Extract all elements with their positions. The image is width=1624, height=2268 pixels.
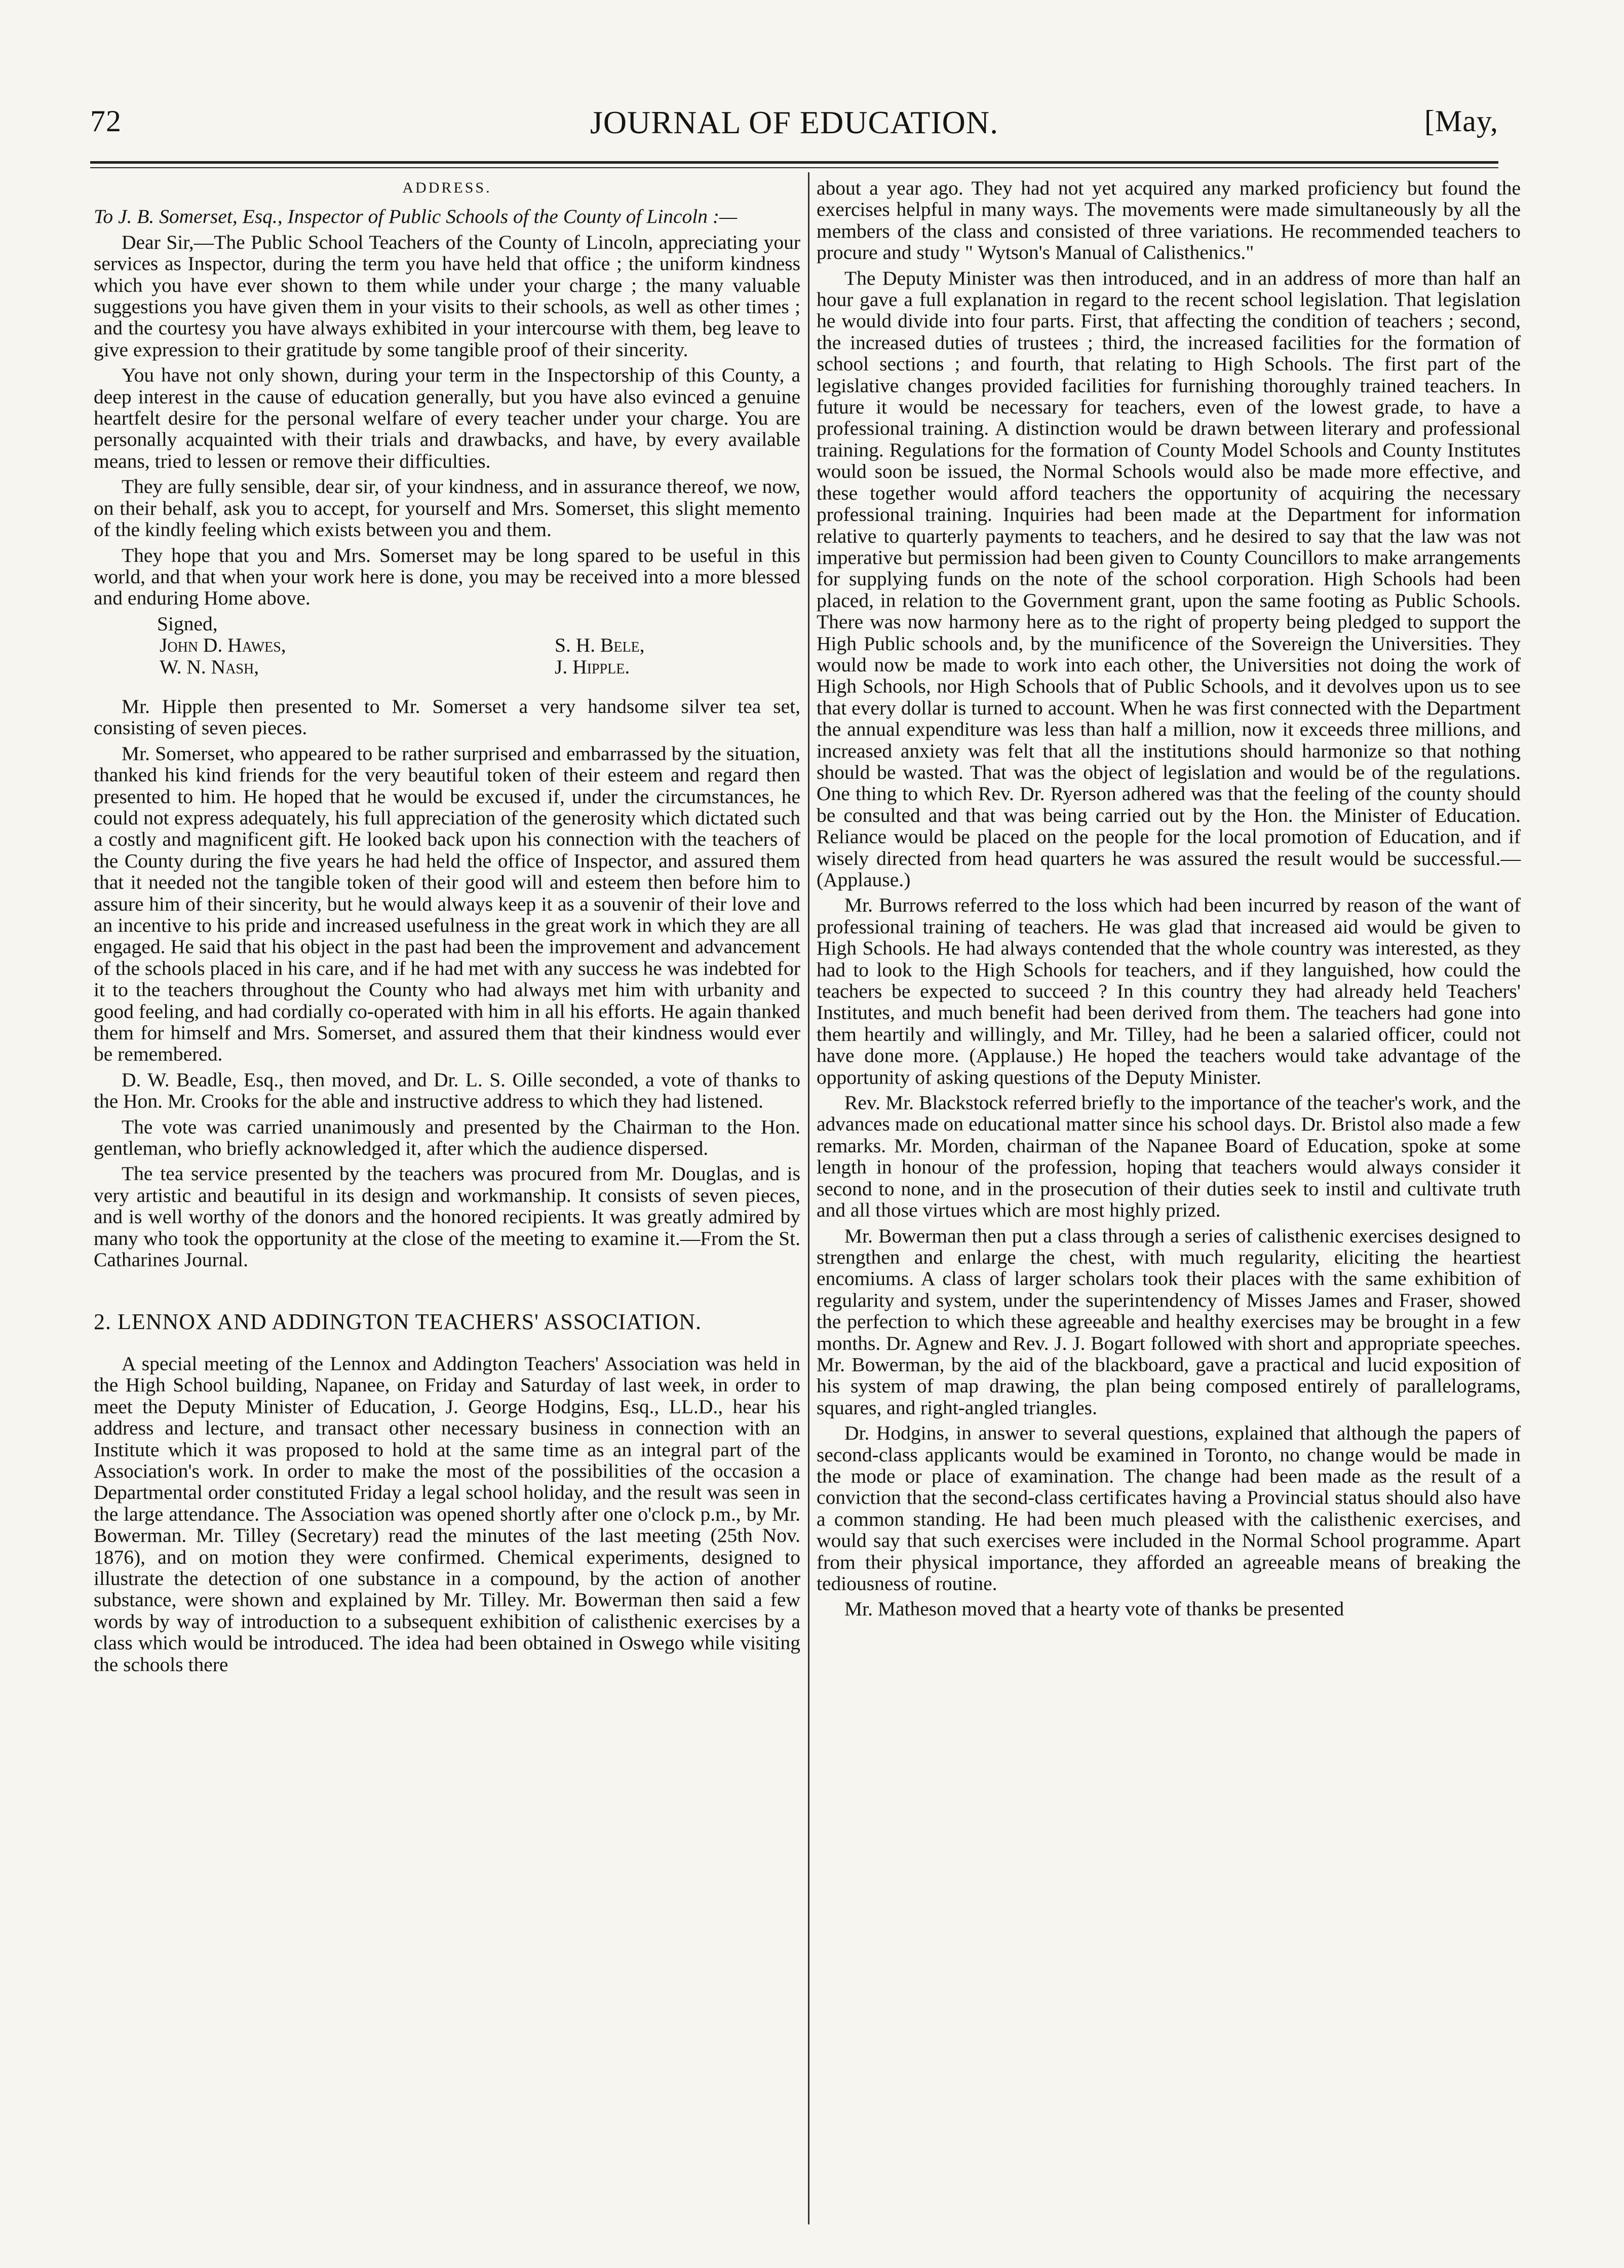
article-paragraph: Mr. Bowerman then put a class through a series of calisthenic exercises designed to strengthen and enlarge the chest, with much regularity, eliciting the heartiest encomiums. A class of larger scholars took their places with the same exhibition of regularity and system, under the superintendency of Misses James and Fraser, showed the perfection to which these agreeable and healthy exercises may be brought in a few months. Dr. Agnew and Rev. J. J. Bogart followed with short and appropriate speeches. Mr. Bowerman, by the aid of the blackboard, gave a practical and lucid exposition of his system of map drawing, the plan being composed entirely of parallelograms, squares, and right-angled triangles.	[817, 1224, 1521, 1419]
journal-title: JOURNAL OF EDUCATION.	[590, 104, 999, 140]
signatory: J. Hipple.	[555, 655, 630, 678]
header-rule-thin	[90, 167, 1498, 168]
article-paragraph: Mr. Matheson moved that a hearty vote of thanks be presented	[844, 1598, 1344, 1620]
right-column	[817, 177, 1521, 1624]
signatory: W. N. Nash,	[160, 655, 259, 678]
article-paragraph: The Deputy Minister was then introduced, and in an address of more than half an hour gave a full explanation in regard to the recent school legislation. That legislation he would divide into four parts. First, that affecting the condition of teachers ; second, the increased duties of trustees ; third, the increased facilities for the formation of school sections ; and fourth, that relating to High Schools. The first part of the legislative changes provided facilities for furnishing thoroughly trained teachers. In future it would be necessary for teachers, even of the lowest grade, to have a professional training. A distinction would be drawn between literary and professional training. Regulations for the formation of County Model Schools and County Institutes would soon be issued, the Normal Schools would also be made more effective, and these together would afford teachers the opportunity of acquiring the necessary professional training. Inquiries had been made at the Department for information relative to quarterly payments to teachers, and he desired to say that the law was not imperative but permission had been given to County Councillors to make arrangements for supplying funds on the note of the school corporation. High Schools had been placed, in relation to the Government grant, upon the same footing as Public Schools. There was now harmony here as to the right of property being pledged to support the High Public schools and, by the munificence of the Sovereign the Universities. They would now be made to work into each other, the Universities not doing the work of High Schools, nor High Schools that of Public Schools, and it devolves upon us to see that every dollar is turned to account. When he was first connected with the Department the annual expenditure was less than half a million, now it exceeds three millions, and increased anxiety was felt that all the institutions should harmonize so that nothing should be wasted. That was the object of legislation and would be of the regulations. One thing to which Rev. Dr. Ryerson adhered was that the feeling of the county should be consulted and that was being carried out by the Hon. the Minister of Education. Reliance would be placed on the people for the local promotion of Education, and if wisely directed from head quarters he was assured the result would be successful.—(Applause.)	[817, 267, 1521, 891]
article-paragraph: Mr. Somerset, who appeared to be rather surprised and embarrassed by the situation, thanked his kind friends for the very beautiful token of their esteem and regard then presented to him. He hoped that he would be excused if, under the circumstances, he could not express adequately, his full appreciation of the generosity which dictated such a costly and magnificent gift. He looked back upon his connection with the teachers of the County during the five years he had held the office of Inspector, and assured them that it needed not the tangible token of their good will and esteem then before him to assure him of their sincerity, but he would always keep it as a souvenir of their love and an incentive to his pride and increased usefulness in the great work in which they are all engaged. He said that his object in the past had been the improvement and advancement of the schools placed in his care, and if he had met with any success he was indebted for it to the teachers throughout the County who had always met him with urbanity and good feeling, and had cordially co-operated with him in all his efforts. He again thanked them for himself and Mrs. Somerset, and assured them that their kindness would ever be remembered.	[94, 742, 800, 1066]
page-number: 72	[90, 104, 122, 138]
article-paragraph: Rev. Mr. Blackstock referred briefly to the importance of the teacher's work, and the advances made on educational matter since his school days. Dr. Bristol also made a few remarks. Mr. Morden, chairman of the Napanee Board of Education, spoke at some length in honour of the profession, hoping that teachers would always consider it second to none, and in the prosecution of their duties seek to instil and cultivate truth and all those virtues which are most highly prized.	[817, 1091, 1521, 1222]
signature-row	[94, 656, 800, 677]
article-paragraph: Mr. Burrows referred to the loss which had been incurred by reason of the want of professional training of teachers. He was glad that increased aid would be given to High Schools. He had always contended that the whole country was interested, as they had to look to the High Schools for teachers, and if they languished, how could the teachers be expected to succeed ? In this country they had already held Teachers' Institutes, and much benefit had been derived from them. The teachers had gone into them heartily and willingly, and Mr. Tilley, had he been a salaried officer, could not have done more. (Applause.) He hoped the teachers would take advantage of the opportunity of asking questions of the Deputy Minister.	[817, 894, 1521, 1088]
left-column	[94, 177, 800, 1679]
address-paragraph: You have not only shown, during your term in the Inspectorship of this County, a deep interest in the cause of education generally, but you have also evinced a genuine heartfelt desire for the personal welfare of every teacher under your charge. You are personally acquainted with their trials and drawbacks, and have, by every available means, tried to lessen or remove their difficulties.	[94, 364, 800, 472]
signatory: John D. Hawes,	[160, 634, 286, 657]
header-rule	[90, 161, 1498, 164]
signatory: S. H. Bele,	[555, 634, 645, 657]
section-heading: 2. LENNOX AND ADDINGTON TEACHERS' ASSOCIATION.	[94, 1309, 702, 1334]
signed-label: Signed,	[157, 612, 218, 635]
signature-row	[94, 634, 800, 656]
article-paragraph: A special meeting of the Lennox and Addington Teachers' Association was held in the High School building, Napanee, on Friday and Saturday of last week, in order to meet the Deputy Minister of Education, J. George Hodgins, Esq., LL.D., hear his address and lecture, and transact other necessary business in connection with an Institute which it was proposed to hold at the same time as an integral part of the Association's work. In order to make the most of the possibilities of the occasion a Departmental order constituted Friday a legal school holiday, and the result was seen in the large attendance. The Association was opened shortly after one o'clock p.m., by Mr. Bowerman. Mr. Tilley (Secretary) read the minutes of the last meeting (25th Nov. 1876), and on motion they were confirmed. Chemical experiments, designed to illustrate the detection of one substance in a compound, by the action of another substance, were shown and explained by Mr. Tilley. Mr. Bowerman then said a few words by way of introduction to a subsequent exhibition of calisthenic exercises by a class which would be introduced. The idea had been obtained in Oswego while visiting the schools there	[94, 1352, 800, 1676]
article-paragraph: D. W. Beadle, Esq., then moved, and Dr. L. S. Oille seconded, a vote of thanks to the Hon. Mr. Crooks for the able and instructive address to which they had listened.	[94, 1068, 800, 1113]
issue-month: [May,	[1424, 104, 1498, 138]
address-recipient: To J. B. Somerset, Esq., Inspector of Public Schools of the County of Lincoln :—	[94, 205, 738, 228]
column-divider	[808, 172, 809, 2224]
address-paragraph: They hope that you and Mrs. Somerset may be long spared to be useful in this world, and that when your work here is done, you may be received into a more blessed and enduring Home above.	[94, 544, 800, 610]
page-header	[90, 104, 1498, 155]
article-paragraph: The tea service presented by the teachers was procured from Mr. Douglas, and is very artistic and beautiful in its design and workmanship. It consists of seven pieces, and is well worthy of the donors and the honored recipients. It was greatly admired by many who took the opportunity at the close of the meeting to examine it.—From the St. Catharines Journal.	[94, 1162, 800, 1271]
article-paragraph: about a year ago. They had not yet acquired any marked proficiency but found the exercises helpful in many ways. The movements were made simultaneously by all the members of the class and consisted of three variations. He recommended teachers to procure and study " Wytson's Manual of Calisthenics."	[817, 177, 1521, 264]
article-paragraph: The vote was carried unanimously and presented by the Chairman to the Hon. gentleman, who briefly acknowledged it, after which the audience dispersed.	[94, 1115, 800, 1160]
article-paragraph: Mr. Hipple then presented to Mr. Somerset a very handsome silver tea set, consisting of seven pieces.	[94, 695, 800, 739]
address-heading: ADDRESS.	[402, 179, 492, 196]
address-paragraph: Dear Sir,—The Public School Teachers of the County of Lincoln, appreciating your services as Inspector, during the term you have held that office ; the uniform kindness which you have ever shown to them while under your charge ; the many valuable suggestions you have given them in your visits to their schools, as well as other times ; and the courtesy you have always exhibited in your intercourse with them, beg leave to give expression to their gratitude by some tangible proof of their sincerity.	[94, 231, 800, 361]
article-paragraph: Dr. Hodgins, in answer to several questions, explained that although the papers of second-class applicants would be examined in Toronto, no change would be made in the mode or place of examination. The change had been made as the result of a conviction that the second-class certificates having a Provincial status should also have a common standing. He had been much pleased with the calisthenic exercises, and would say that such exercises were included in the Normal School programme. Apart from their physical importance, they afforded an agreeable means of breaking the tediousness of routine.	[817, 1422, 1521, 1595]
address-paragraph: They are fully sensible, dear sir, of your kindness, and in assurance thereof, we now, on their behalf, ask you to accept, for yourself and Mrs. Somerset, this slight memento of the kindly feeling which exists between you and them.	[94, 475, 800, 541]
